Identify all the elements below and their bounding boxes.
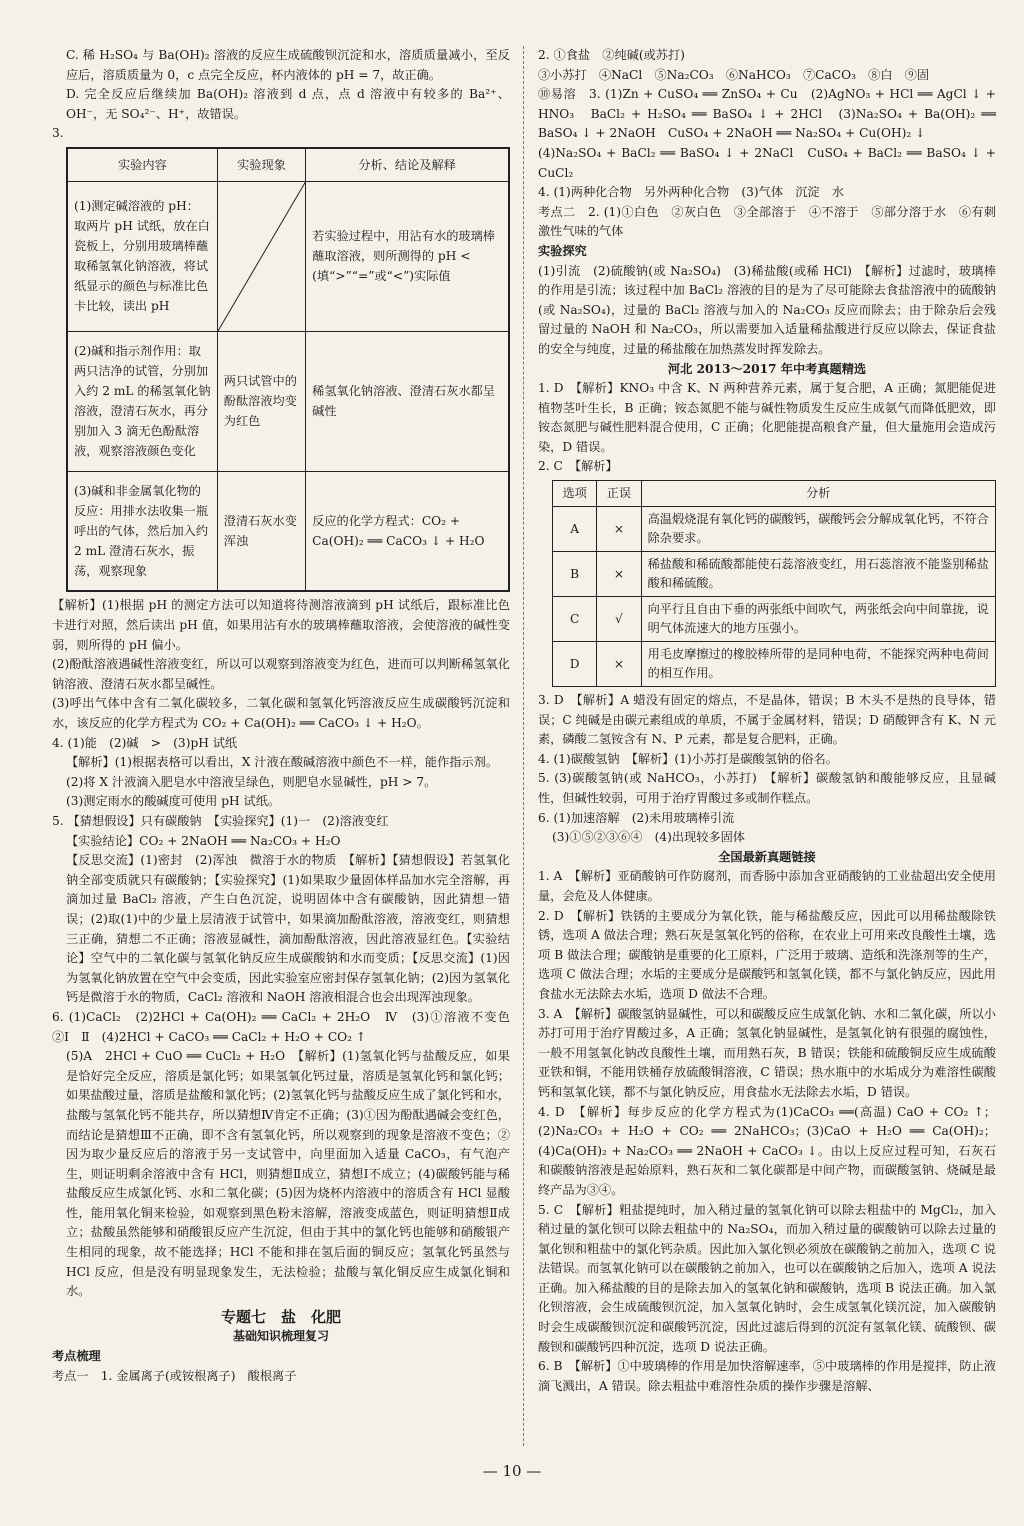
paragraph: 4. D 【解析】每步反应的化学方程式为(1)CaCO₃ ══(高温) CaO + CO₂ ↑；(2)Na₂CO₃ + H₂O + CO₂ ══ 2NaHCO₃；(3)CaO + H₂O ══ Ca(OH)₂；(4)Ca(OH)₂ + Na₂CO₃ ══ 2NaOH + CaCO₃ ↓。由以上反应过程可知，石灰石和碳酸钠溶液是起始原料，熟石灰和二氧化碳都是中间产物，而碳酸氢钠、烧碱是最终产品为③④。 xyxy=(538,1104,996,1197)
table-cell: 若实验过程中，用沾有水的玻璃棒蘸取溶液，则所测得的 pH < (填“>”“=”或“<”)实际值 xyxy=(306,181,509,331)
paragraph: (2)将 X 汁液滴入肥皂水中溶液呈绿色，则肥皂水显碱性，pH > 7。 xyxy=(66,774,437,789)
table-cell: 向平行且自由下垂的两张纸中间吹气，两张纸会向中间靠拢，说明气体流速大的地方压强小。 xyxy=(641,597,995,642)
table-header: 实验现象 xyxy=(217,148,305,182)
right-column xyxy=(538,46,996,1396)
table-cell: × xyxy=(597,507,641,552)
paragraph: 4. (1)两种化合物 另外两种化合物 (3)气体 沉淀 水 xyxy=(538,185,844,200)
paragraph: 5. C 【解析】粗盐提纯时，加入稍过量的氢氧化钠可以除去粗盐中的 MgCl₂，加入稍过量的氯化钡可以除去粗盐中的 Na₂SO₄，而加入稍过量的碳酸钠可以除去过量的氯化钡和粗盐中的氯化钙杂质。因此加入氯化钡必须放在碳酸钠之前加入，选项 C 说法错误。而氢氧化钠可以在碳酸钠之前加入，也可以在碳酸钠之后加入，选项 A 说法正确。加入稀盐酸的目的是除去加入的氢氧化钠和碳酸钠，选项 B 说法正确。加入氯化钡溶液，会生成硫酸钡沉淀，加入氢氧化钠时，会生成氢氧化镁沉淀，加入碳酸钠时会生成碳酸钡沉淀和碳酸钙沉淀，因此过滤后得到的沉淀有氢氧化镁、硫酸钡、碳酸钡和碳酸钙四种沉淀，选项 D 说法正确。 xyxy=(538,1202,996,1354)
section-label: 考点梳理 xyxy=(52,1349,101,1364)
section-label: 实验探究 xyxy=(538,243,587,258)
table-cell: C xyxy=(553,597,597,642)
table-cell: × xyxy=(597,552,641,597)
table-header: 正误 xyxy=(597,481,641,507)
paragraph: 2. C 【解析】 xyxy=(538,459,618,474)
table-cell: × xyxy=(597,642,641,687)
paragraph: 6. (1)CaCl₂ (2)2HCl + Ca(OH)₂ ══ CaCl₂ + 2H₂O Ⅳ (3)①溶液不变色 ②Ⅰ Ⅱ (4)2HCl + CaCO₃ ══ CaCl₂ + H₂O + CO₂ ↑ xyxy=(52,1009,523,1044)
paragraph: C. 稀 H₂SO₄ 与 Ba(OH)₂ 溶液的反应生成硫酸钡沉淀和水，溶质质量减小，至反应后，溶质质量为 0，c 点完全反应，杯内液体的 pH = 7，故正确。 xyxy=(66,48,510,82)
paragraph: 【实验结论】CO₂ + 2NaOH ══ Na₂CO₃ + H₂O xyxy=(66,833,341,848)
chapter-title: 专题七 盐 化肥 xyxy=(220,1307,341,1326)
paragraph: 1. A 【解析】亚硝酸钠可作防腐剂，而香肠中添加含亚硝酸钠的工业盐超出安全使用量，会危及人体健康。 xyxy=(538,869,996,903)
left-column xyxy=(52,46,523,1386)
paragraph: (2)酚酞溶液遇碱性溶液变红，所以可以观察到溶液变为红色，进而可以判断稀氢氧化钠溶液、澄清石灰水都呈碱性。 xyxy=(52,657,510,691)
table-row xyxy=(553,597,996,642)
table-cell: √ xyxy=(597,597,641,642)
table-row xyxy=(67,181,509,331)
table-cell: 高温煅烧混有氧化钙的碳酸钙，碳酸钙会分解成氧化钙，不符合除杂要求。 xyxy=(641,507,995,552)
table-cell: (2)碱和指示剂作用：取两只洁净的试管，分别加入约 2 mL 的稀氢氧化钠溶液，澄清石灰水，再分别加入 3 滴无色酚酞溶液，观察溶液颜色变化 xyxy=(67,331,217,471)
paragraph: 2. ①食盐 ②纯碱(或苏打) xyxy=(538,48,685,62)
paragraph: ⑩易溶 3. (1)Zn + CuSO₄ ══ ZnSO₄ + Cu (2)AgNO₃ + HCl ══ AgCl ↓ + HNO₃ BaCl₂ + H₂SO₄ ══ BaSO₄ ↓ + 2HCl (3)Na₂SO₄ + Ba(OH)₂ ══ BaSO₄ ↓ + 2NaOH CuSO₄ + 2NaOH ══ Na₂SO₄ + Cu(OH)₂ ↓ xyxy=(538,87,996,141)
diagonal-line xyxy=(218,182,305,331)
paragraph: (3)呼出气体中含有二氧化碳较多，二氧化碳和氢氧化钙溶液反应生成碳酸钙沉淀和水，该反应的化学方程式为 CO₂ + Ca(OH)₂ ══ CaCO₃ ↓ + H₂O。 xyxy=(52,696,510,731)
paragraph: 【反思交流】(1)密封 (2)浑浊 微溶于水的物质 【解析】【猜想假设】若氢氧化钠全部变质就只有碳酸钠；【实验探究】(1)如果取少量固体样品加水完全溶解，再滴加过量 BaCl₂ 溶液，产生白色沉淀，说明固体中含有碳酸钠，因此猜想一错误；(2)取(1)中的少量上层清液于试管中，如果滴加酚酞溶液，溶液变红，则猜想三正确，猜想二不正确；溶液显碱性，滴加酚酞溶液，因此溶液显红色。【实验结论】空气中的二氧化碳与氢氧化钠反应生成碳酸钠和水而变质；【反思交流】(1)因为氢氧化钠放置在空气中会变质，因此实验室应密封保存氢氧化钠；(2)因为氢氧化钙是微溶于水的物质，CaCl₂ 溶液和 NaOH 溶液相混合也会出现浑浊现象。 xyxy=(66,853,510,1005)
table-cell: A xyxy=(553,507,597,552)
paragraph: 4. (1)碳酸氢钠 【解析】(1)小苏打是碳酸氢钠的俗名。 xyxy=(538,751,838,766)
table-cell: D xyxy=(553,642,597,687)
paragraph: 4. (1)能 (2)碱 > (3)pH 试纸 xyxy=(52,735,238,750)
paragraph: ③小苏打 ④NaCl ⑤Na₂CO₃ ⑥NaHCO₃ ⑦CaCO₃ ⑧白 ⑨固 xyxy=(538,67,930,82)
paragraph: 【解析】(1)根据表格可以看出，X 汁液在酸碱溶液中颜色不一样，能作指示剂。 xyxy=(66,755,499,770)
table-cell: 用毛皮摩擦过的橡胶棒所带的是同种电荷，不能探究两种电荷间的相互作用。 xyxy=(641,642,995,687)
paragraph: 6. B 【解析】①中玻璃棒的作用是加快溶解速率，⑤中玻璃棒的作用是搅拌，防止液滴飞溅出，A 错误。除去粗盐中难溶性杂质的操作步骤是溶解、 xyxy=(538,1359,996,1393)
table-row xyxy=(67,471,509,591)
paragraph: 3. A 【解析】碳酸氢钠显碱性，可以和碳酸反应生成氯化钠、水和二氧化碳，所以小苏打可用于治疗胃酸过多，A 正确；氢氧化钠显碱性，是氢氧化钠有很强的腐蚀性，一般不用氢氧化钠改良酸性土壤，而用熟石灰，B 错误；铁能和硫酸铜反应生成硫酸亚铁和铜，不能用铁桶存放硫酸铜溶液，C 错误；热水瓶中的水垢成分为难溶性碳酸钙和氢氧化镁，都不与氯化钠反应，用食盐水无法除去水垢，D 错误。 xyxy=(538,1006,996,1099)
paragraph: (1)引流 (2)硫酸钠(或 Na₂SO₄) (3)稀盐酸(或稀 HCl) 【解析】过滤时，玻璃棒的作用是引流；该过程中加 BaCl₂ 溶液的目的是为了尽可能除去食盐溶液中的硫酸钠(或 Na₂SO₄)，过量的 BaCl₂ 溶液与加入的 Na₂CO₃ 反应而除去；由于除杂后会残留过量的 NaOH 和 Na₂CO₃，所以需要加入适量稀盐酸进行反应以除去，保证食盐的安全与纯度，过量的稀盐酸在加热蒸发时挥发除去。 xyxy=(538,263,996,356)
chapter-subtitle: 基础知识梳理复习 xyxy=(232,1329,329,1344)
table-row xyxy=(67,331,509,471)
table-cell: 稀氢氧化钠溶液、澄清石灰水都呈碱性 xyxy=(306,331,509,471)
paragraph: (5)A 2HCl + CuO ══ CuCl₂ + H₂O 【解析】(1)氢氧化钙与盐酸反应，如果是恰好完全反应，溶质是氯化钙；如果氢氧化钙过量，溶质是氢氧化钙和氯化钙；如果盐酸过量，溶质是盐酸和氯化钙；(2)氢氧化钙与盐酸反应生成了氯化钙和水，盐酸与氢氧化钙不能共存，所以猜想Ⅳ肯定不正确；(3)①因为酚酞遇碱会变红色，而结论是猜想Ⅲ不正确，即不含有氢氧化钙，所以观察到的现象是溶液不变色；②因为取少量反应后的溶液于另一支试管中，向里面加入适量 CaCO₃，有气泡产生，则证明剩余溶液中含有 HCl，则猜想Ⅱ成立，猜想Ⅰ不成立；(4)碳酸钙能与稀盐酸反应生成氯化钙、水和二氧化碳；(5)因为烧杯内溶液中的溶质含有 HCl 显酸性，能用氧化铜来检验，如观察到黑色粉末溶解，溶液变成蓝色，则证明猜想Ⅱ成立；盐酸虽然能够和硝酸银反应产生沉淀，但由于其中的氯化钙也能够和硝酸银产生相同的现象，故不能选择；HCl 不能和排在氢后面的铜反应；氢氧化钙虽然与 HCl 反应，但是没有明显现象发生，无法检验；盐酸与氧化铜反应生成氯化铜和水。 xyxy=(66,1049,510,1299)
analysis-table xyxy=(552,480,996,687)
table-cell: 稀盐酸和稀硫酸都能使石蕊溶液变红，用石蕊溶液不能鉴别稀盐酸和稀硫酸。 xyxy=(641,552,995,597)
experiment-table xyxy=(66,147,510,593)
table-cell: 澄清石灰水变浑浊 xyxy=(217,471,305,591)
table-cell: B xyxy=(553,552,597,597)
table-row xyxy=(553,642,996,687)
paragraph: 考点二 2. (1)①白色 ②灰白色 ③全部溶于 ④不溶于 ⑤部分溶于水 ⑥有刺激性气味的气体 xyxy=(538,204,996,239)
table-cell-diagonal xyxy=(217,181,305,331)
paragraph: (4)Na₂SO₄ + BaCl₂ ══ BaSO₄ ↓ + 2NaCl CuSO₄ + BaCl₂ ══ BaSO₄ ↓ + CuCl₂ xyxy=(538,145,996,180)
column-divider xyxy=(523,46,524,1446)
section-heading: 河北 2013～2017 年中考真题精选 xyxy=(667,361,867,376)
paragraph: 考点一 1. 金属离子(或铵根离子) 酸根离子 xyxy=(52,1368,297,1383)
question-number: 3. xyxy=(52,126,64,141)
table-cell: (3)碱和非金属氧化物的反应：用排水法收集一瓶呼出的气体，然后加入约 2 mL 澄清石灰水，振荡，观察现象 xyxy=(67,471,217,591)
table-row xyxy=(553,507,996,552)
paragraph: 2. D 【解析】铁锈的主要成分为氧化铁，能与稀盐酸反应，因此可以用稀盐酸除铁锈，选项 A 做法合理；熟石灰是氢氧化钙的俗称，在农业上可用来改良酸性土壤，选项 B 做法合理；碳酸钠是重要的化工原料，广泛用于玻璃、造纸和洗涤剂等的生产，选项 C 做法合理；水垢的主要成分是碳酸钙和氢氧化镁，都不与氯化钠反应，因此用食盐水无法除去水垢，选项 D 做法不合理。 xyxy=(538,908,996,1001)
table-header: 分析 xyxy=(641,481,995,507)
table-header-row xyxy=(553,481,996,507)
table-header-row xyxy=(67,148,509,182)
paragraph: (3)①⑤②③⑥④ (4)出现较多固体 xyxy=(552,830,745,845)
table-header: 分析、结论及解释 xyxy=(306,148,509,182)
table-header: 选项 xyxy=(553,481,597,507)
paragraph: 6. (1)加速溶解 (2)未用玻璃棒引流 xyxy=(538,810,735,825)
table-row xyxy=(553,552,996,597)
paragraph: D. 完全反应后继续加 Ba(OH)₂ 溶液到 d 点，点 d 溶液中有较多的 Ba²⁺、OH⁻，无 SO₄²⁻、H⁺，故错误。 xyxy=(66,87,510,121)
paragraph: 5. 【猜想假设】只有碳酸钠 【实验探究】(1)一 (2)溶液变红 xyxy=(52,814,389,828)
table-cell: (1)测定碱溶液的 pH：取两片 pH 试纸，放在白瓷板上，分别用玻璃棒蘸取稀氢氧化钠溶液，将试纸显示的颜色与标准比色卡比较，读出 pH xyxy=(67,181,217,331)
paragraph: 1. D 【解析】KNO₃ 中含 K、N 两种营养元素，属于复合肥，A 正确；氮肥能促进植物茎叶生长，B 正确；铵态氮肥不能与碱性物质发生反应生成氨气而降低肥效，即铵态氮肥与碱性肥料混合使用，C 正确；化肥能提高粮食产量，但大量施用会造成污染，D 错误。 xyxy=(538,381,996,454)
table-cell: 反应的化学方程式：CO₂ + Ca(OH)₂ ══ CaCO₃ ↓ + H₂O xyxy=(306,471,509,591)
paragraph: 3. D 【解析】A 蜡没有固定的熔点，不是晶体，错误；B 木头不是热的良导体，错误；C 纯碱是由碳元素组成的单质，不属于金属材料，错误；D 硝酸钾含有 K、N 元素，磷酸二氢铵含有 N、P 元素，都是复合肥料，正确。 xyxy=(538,693,996,747)
page-number: — 10 — xyxy=(482,1462,542,1480)
paragraph: 5. (3)碳酸氢钠(或 NaHCO₃，小苏打) 【解析】碳酸氢钠和酸能够反应，且显碱性，但碱性较弱，可用于治疗胃酸过多或制作糕点。 xyxy=(538,771,996,806)
table-cell: 两只试管中的酚酞溶液均变为红色 xyxy=(217,331,305,471)
table-header: 实验内容 xyxy=(67,148,217,182)
paragraph: 【解析】(1)根据 pH 的测定方法可以知道将待测溶液滴到 pH 试纸后，跟标准比色卡进行对照，然后读出 pH 值，如果用沾有水的玻璃棒蘸取溶液，会使溶液的碱性变弱，则所得的 pH 偏小。 xyxy=(52,598,510,652)
section-heading: 全国最新真题链接 xyxy=(718,849,816,864)
paragraph: (3)测定雨水的酸碱度可使用 pH 试纸。 xyxy=(66,794,281,809)
